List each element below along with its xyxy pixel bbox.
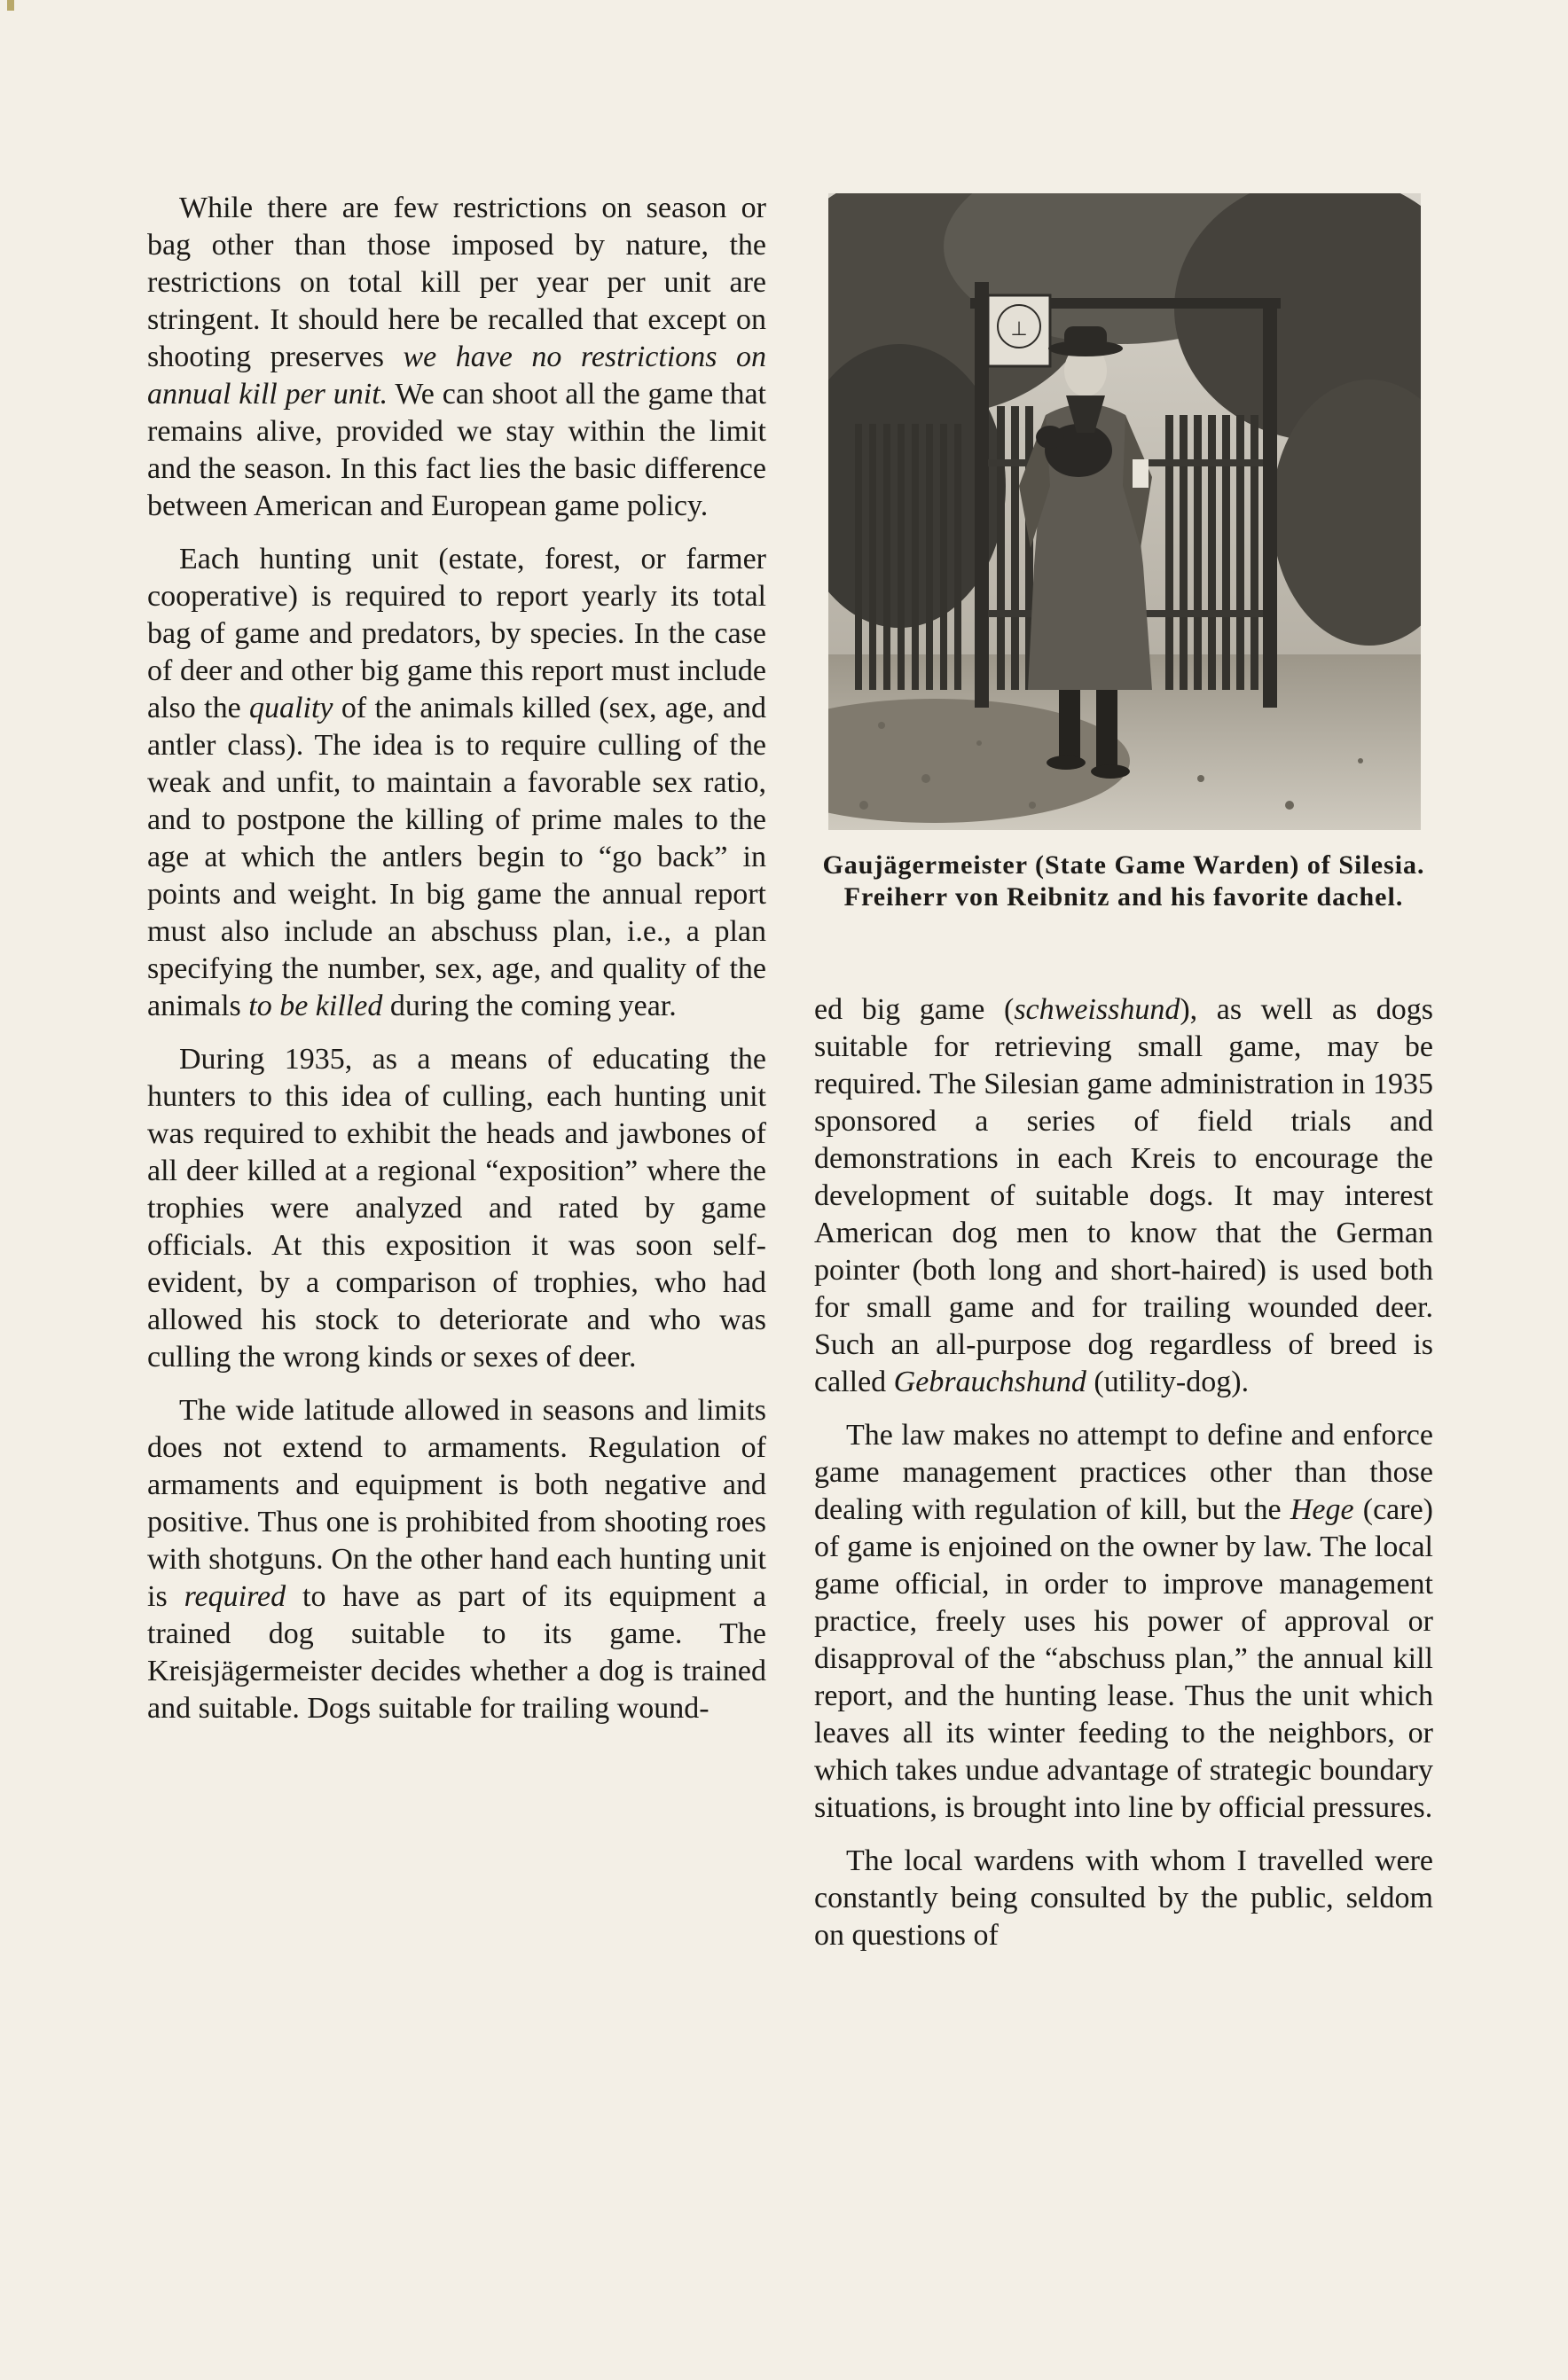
paragraph-dogs: ed big game (schweisshund), as well as dogs suitable for retrieving small game, may be required. The Silesian game administration in 1935 sponsored a series of field trials and demonstrations in each Kreis to encourage the development of suitable dogs. It may interest American dog men to know that the German pointer (both long and short-haired) is used both for small game and for trailing wounded deer. Such an all-purpose dog regardless of breed is called Gebrauchshund (utility-dog). <box>814 993 1433 1398</box>
warden-photo <box>828 193 1421 830</box>
paragraph-armaments: The wide latitude allowed in seasons and limits does not extend to armaments. Regulation of armaments and equipment is both negative and positive. Thus one is prohibited from shooting roes with shotguns. On the other hand each hunting unit is required to have as part of its equipment a trained dog suitable to its game. The Kreisjägermeister decides whether a dog is trained and suitable. Dogs suitable for trailing wound- <box>147 1394 766 1725</box>
paragraph-exposition: During 1935, as a means of educating the hunters to this idea of culling, each hunting unit was required to exhibit the heads and jawbones of all deer killed at a regional “exposition” where the trophies were analyzed and rated by game officials. At this exposition it was soon self-evident, by a comparison of trophies, who had allowed his stock to deteriorate and who was culling the wrong kinds or sexes of deer. <box>147 1043 766 1374</box>
paragraph-restrictions: While there are few restrictions on season or bag other than those imposed by nature, the restrictions on total kill per year per unit are stringent. It should here be recalled that except on shooting preserves we have no restrictions on annual kill per unit. We can shoot all the game that remains alive, provided we stay within the limit and the season. In this fact lies the basic difference between American and European game policy. <box>147 192 767 522</box>
paragraph-hege: The law makes no attempt to define and enforce game management practices other than those dealing with regulation of kill, but the Hege (care) of game is enjoined on the owner by law. The local game official, in order to improve management practice, freely uses his power of approval or disapproval of the “abschuss plan,” the annual kill report, and the hunting lease. Thus the unit which leaves all its winter feeding to the neighbors, or which takes undue advantage of strategic boundary situations, is brought into line by official pressures. <box>814 1419 1433 1824</box>
photo-caption: Gaujägermeister (State Game Warden) of Silesia. Freiherr von Reibnitz and his favorite dachel. <box>822 850 1425 912</box>
sign-glyph: ⊥ <box>1010 318 1028 341</box>
right-column <box>814 991 1433 1970</box>
left-column <box>147 190 766 1743</box>
paragraph-wardens: The local wardens with whom I travelled were constantly being consulted by the public, seldom on questions of <box>814 1844 1433 1952</box>
corner-mark <box>7 0 14 11</box>
paragraph-reporting: Each hunting unit (estate, forest, or farmer cooperative) is required to report yearly its total bag of game and predators, by species. In the case of deer and other big game this report must include also the quality of the animals killed (sex, age, and antler class). The idea is to require culling of the weak and unfit, to maintain a favorable sex ratio, and to postpone the killing of prime males to the age at which the antlers begin to “go back” in points and weight. In big game the annual report must also include an abschuss plan, i.e., a plan specifying the number, sex, age, and quality of the animals to be killed during the coming year. <box>147 543 766 1022</box>
warden-photo-illustration <box>828 193 1421 830</box>
